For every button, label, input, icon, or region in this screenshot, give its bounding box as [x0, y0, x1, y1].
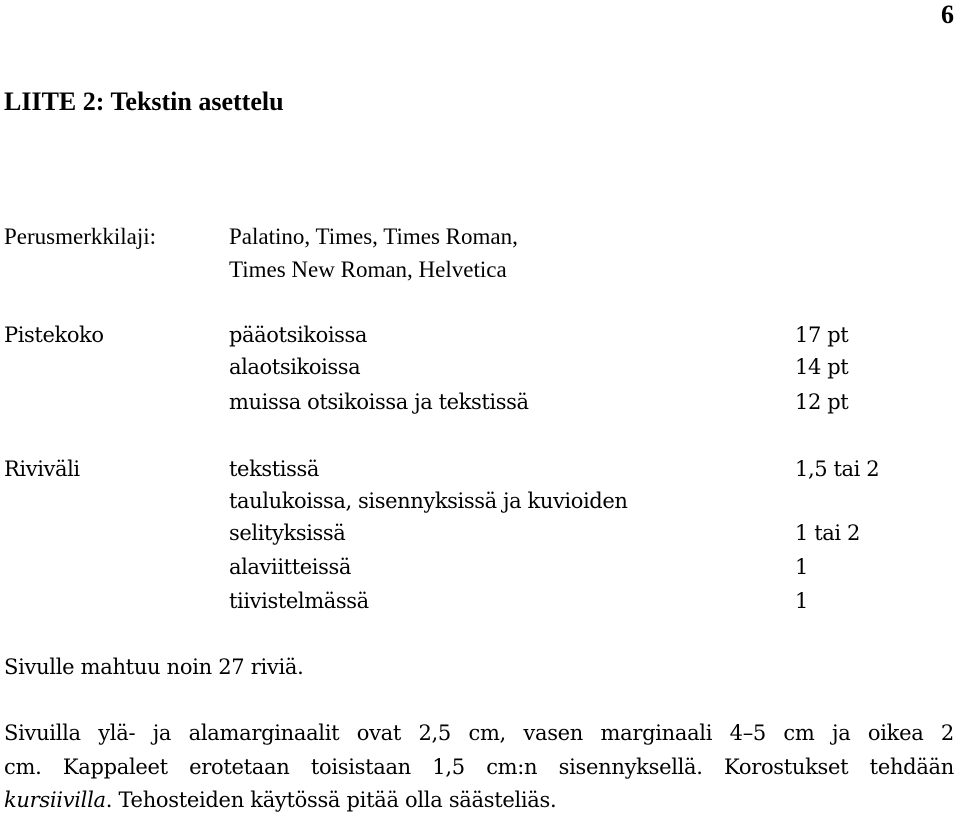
margins-line-2: cm. Kappaleet erotetaan toisistaan 1,5 cm:n sisennyksellä. Korostukset tehdään — [4, 755, 954, 779]
line-spacing-label: Riviväli — [4, 457, 80, 481]
margins-line-1: Sivuilla ylä- ja alamarginaalit ovat 2,5 cm, vasen marginaali 4–5 cm ja oikea 2 — [4, 721, 954, 745]
spacing-row-desc: alaviitteissä — [229, 555, 351, 579]
size-row-desc: alaotsikoissa — [229, 355, 361, 379]
margins-line-3-rest: . Tehosteiden käytössä pitää olla säästeliäs. — [105, 788, 557, 812]
spacing-row-value: 1 — [795, 589, 808, 613]
size-row-desc: muissa otsikoissa ja tekstissä — [229, 390, 529, 414]
spacing-row-desc: tiivistelmässä — [229, 589, 369, 613]
emphasis-word: kursiivilla — [4, 788, 106, 812]
page-title: LIITE 2: Tekstin asettelu — [4, 87, 284, 116]
size-row-value: 12 pt — [795, 390, 849, 414]
font-label: Perusmerkkilaji: — [4, 224, 157, 249]
spacing-row-value: 1,5 tai 2 — [795, 457, 880, 481]
spacing-row-value: 1 — [795, 555, 808, 579]
spacing-row-desc: selityksissä — [229, 521, 346, 545]
margins-line-3 — [4, 785, 556, 815]
size-row-value: 17 pt — [795, 323, 849, 347]
spacing-row-value: 1 tai 2 — [795, 521, 860, 545]
rows-per-page-note: Sivulle mahtuu noin 27 riviä. — [4, 655, 304, 679]
font-line-2: Times New Roman, Helvetica — [229, 257, 507, 282]
font-line-1: Palatino, Times, Times Roman, — [229, 224, 518, 249]
size-row-desc: pääotsikoissa — [229, 323, 368, 347]
spacing-row-desc: tekstissä — [229, 457, 319, 481]
page-number: 6 — [941, 0, 954, 29]
size-row-value: 14 pt — [795, 355, 849, 379]
point-size-label: Pistekoko — [4, 323, 104, 347]
spacing-row-desc: taulukoissa, sisennyksissä ja kuvioiden — [229, 489, 628, 513]
